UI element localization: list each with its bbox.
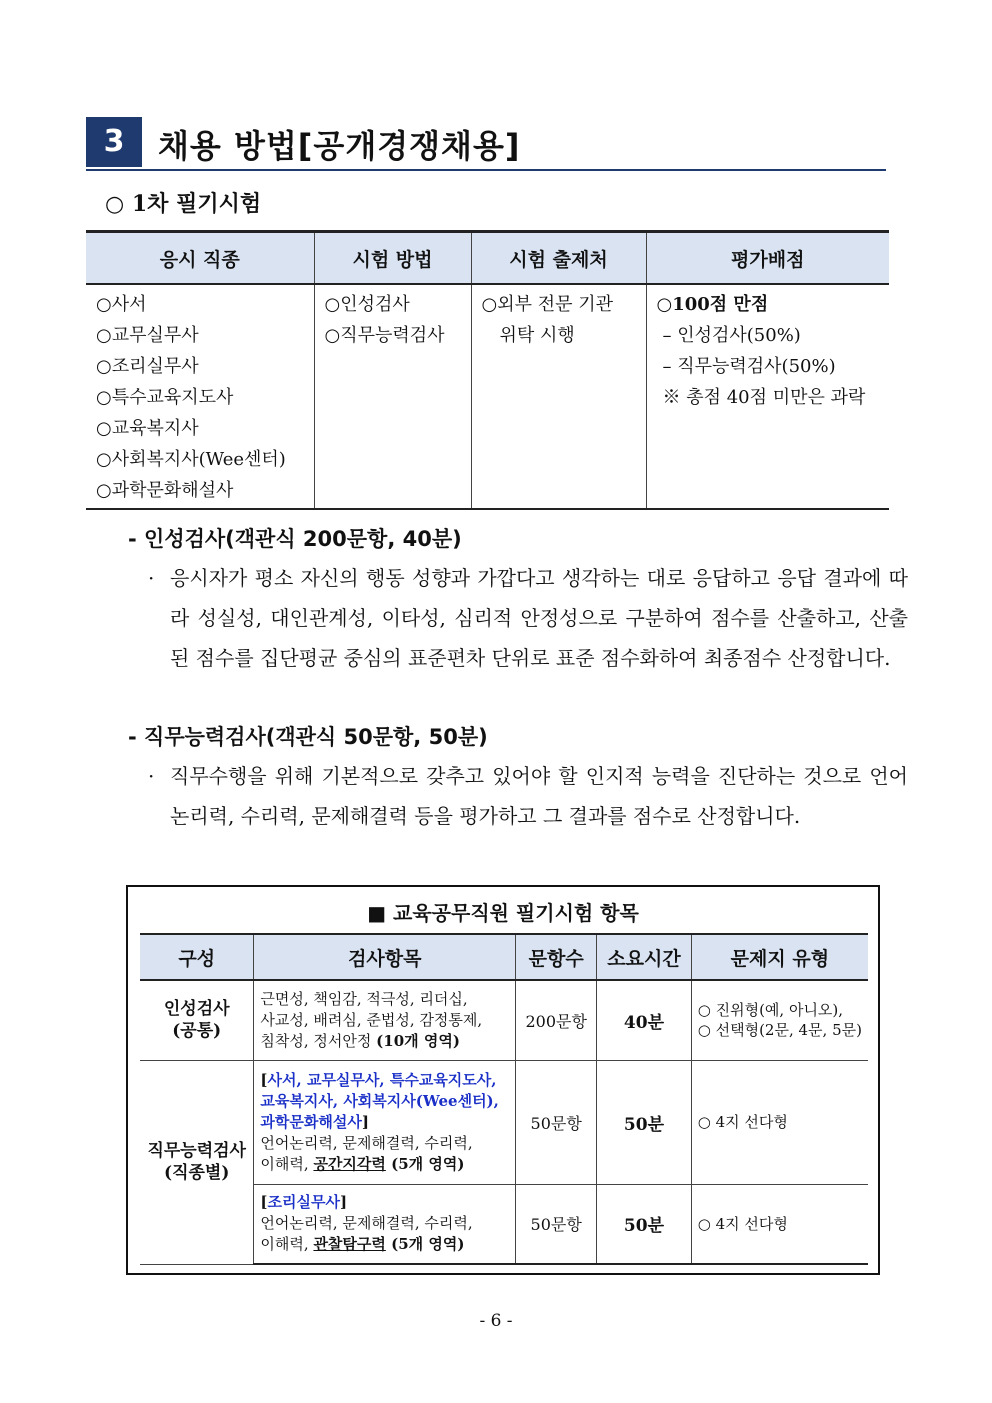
job-item: ○교무실무사	[96, 325, 199, 346]
provider-line: ○외부 전문 기관	[481, 294, 613, 315]
category-aptitude	[140, 1060, 254, 1264]
bracket: ]	[339, 1193, 348, 1212]
jobs-line	[260, 1192, 509, 1213]
dot-bullet: ·	[148, 764, 155, 788]
table-header-row	[86, 232, 889, 285]
items-count: (5개 영역)	[385, 1154, 465, 1173]
header-items: 검사항목	[254, 934, 516, 980]
scoring-total: ○100점 만점	[656, 294, 769, 315]
header-time: 소요시간	[597, 934, 692, 980]
items-line	[260, 1154, 509, 1175]
header-type: 문제지 유형	[691, 934, 868, 980]
time-cell: 50분	[597, 1184, 692, 1264]
method-item: ○직무능력검사	[324, 325, 445, 346]
job-item: ○사서	[96, 294, 147, 315]
scoring-item: – 직무능력검사(50%)	[662, 356, 836, 377]
personality-text: 응시자가 평소 자신의 행동 성향과 가깝다고 생각하는 대로 응답하고 응답 결과에 따라 성실성, 대인관계성, 이타성, 심리적 안정성으로 구분하여 점수를 산출하고, 산출된 점수를 집단평균 중심의 표준편차 단위로 표준 점수화하여 최종점수 산정합니다.	[170, 566, 908, 670]
table-row	[140, 1060, 868, 1184]
subsection-title	[105, 187, 261, 218]
page-number: - 6 -	[479, 1311, 513, 1331]
dot-bullet: ·	[148, 566, 155, 590]
items-line: 언어논리력, 문제해결력, 수리력,	[260, 1214, 473, 1233]
items-line: 사교성, 배려심, 준법성, 감정통제,	[260, 1010, 483, 1029]
jobs-line	[260, 1112, 509, 1133]
table-row	[86, 284, 889, 509]
provider-line: 위탁 시행	[499, 325, 575, 346]
items-line	[260, 1031, 509, 1052]
jobs-text: 과학문화해설사	[260, 1112, 362, 1131]
header-count: 문항수	[516, 934, 597, 980]
category-sub: (직종별)	[164, 1163, 230, 1183]
job-item: ○사회복지사(Wee센터)	[96, 449, 286, 470]
method-item: ○인성검사	[324, 294, 410, 315]
items-line: 언어논리력, 문제해결력, 수리력,	[260, 1133, 473, 1152]
section-title: 채용 방법[공개경쟁채용]	[158, 127, 521, 165]
count-cell: 50문항	[516, 1184, 597, 1264]
box-title: ■ 교육공무직원 필기시험 항목	[367, 901, 639, 925]
scoring-note: ※ 총점 40점 미만은 과락	[662, 387, 866, 408]
job-item: ○교육복지사	[96, 418, 199, 439]
type-line: ○ 진위형(예, 아니오),	[697, 1001, 844, 1020]
job-item: ○특수교육지도사	[96, 387, 234, 408]
category-sub: (공통)	[172, 1021, 222, 1042]
type-cell	[691, 980, 868, 1060]
job-list	[86, 284, 314, 509]
job-item: ○과학문화해설사	[96, 480, 234, 501]
type-cell: ○ 4지 선다형	[691, 1060, 868, 1184]
exam-table	[86, 230, 889, 510]
scoring-cell	[646, 284, 889, 509]
section-header	[86, 117, 886, 171]
aptitude-text: 직무수행을 위해 기본적으로 갖추고 있어야 할 인지적 능력을 진단하는 것으로 언어 논리력, 수리력, 문제해결력 등을 평가하고 그 결과를 점수로 산정합니다.	[170, 764, 908, 828]
bracket: [	[260, 1193, 268, 1212]
provider-cell	[471, 284, 646, 509]
items-text: 침착성, 정서안정	[260, 1031, 377, 1050]
bracket: [	[260, 1070, 268, 1089]
section-number: 3	[86, 117, 142, 167]
exam-items-box	[126, 885, 880, 1275]
table-row	[140, 980, 868, 1060]
items-count: (10개 영역)	[376, 1031, 460, 1050]
aptitude-heading: - 직무능력검사(객관식 50문항, 50분)	[128, 725, 488, 749]
items-cell	[254, 980, 516, 1060]
jobs-text: 조리실무사	[267, 1193, 340, 1212]
bracket: ]	[361, 1112, 369, 1131]
items-text: 이해력,	[260, 1154, 314, 1173]
items-text: 이해력,	[260, 1235, 314, 1254]
category-personality	[140, 980, 254, 1060]
aptitude-paragraph	[148, 756, 908, 836]
header-provider: 시험 출제처	[471, 232, 646, 285]
jobs-line	[260, 1070, 509, 1091]
method-list	[314, 284, 471, 509]
scoring-item: – 인성검사(50%)	[662, 325, 801, 346]
items-cell	[254, 1060, 516, 1184]
items-count: (5개 영역)	[385, 1235, 465, 1254]
header-job: 응시 직종	[86, 232, 314, 285]
job-item: ○조리실무사	[96, 356, 199, 377]
personality-paragraph	[148, 558, 908, 678]
header-method: 시험 방법	[314, 232, 471, 285]
items-line: 근면성, 책임감, 적극성, 리더십,	[260, 989, 468, 1008]
header-scoring: 평가배점	[646, 232, 889, 285]
count-cell: 200문항	[516, 980, 597, 1060]
personality-heading: - 인성검사(객관식 200문항, 40분)	[128, 527, 462, 551]
time-cell: 50분	[597, 1060, 692, 1184]
circle-bullet: ○	[105, 191, 125, 217]
exam-items-table	[140, 933, 868, 1265]
items-highlight: 공간지각력	[313, 1154, 386, 1173]
table-header-row	[140, 934, 868, 980]
items-line	[260, 1234, 509, 1255]
category-label: 인성검사	[163, 999, 230, 1020]
jobs-text: 교육복지사, 사회복지사(Wee센터),	[260, 1091, 499, 1110]
type-line: ○ 선택형(2문, 4문, 5문)	[697, 1021, 862, 1040]
items-highlight: 관찰탐구력	[313, 1235, 386, 1254]
jobs-text: 사서, 교무실무사, 특수교육지도사,	[267, 1070, 497, 1089]
time-cell: 40분	[597, 980, 692, 1060]
type-cell: ○ 4지 선다형	[691, 1184, 868, 1264]
header-category: 구성	[140, 934, 254, 980]
subsection-label: 1차 필기시험	[131, 191, 262, 217]
category-label: 직무능력검사	[147, 1141, 246, 1161]
count-cell: 50문항	[516, 1060, 597, 1184]
items-cell	[254, 1184, 516, 1264]
